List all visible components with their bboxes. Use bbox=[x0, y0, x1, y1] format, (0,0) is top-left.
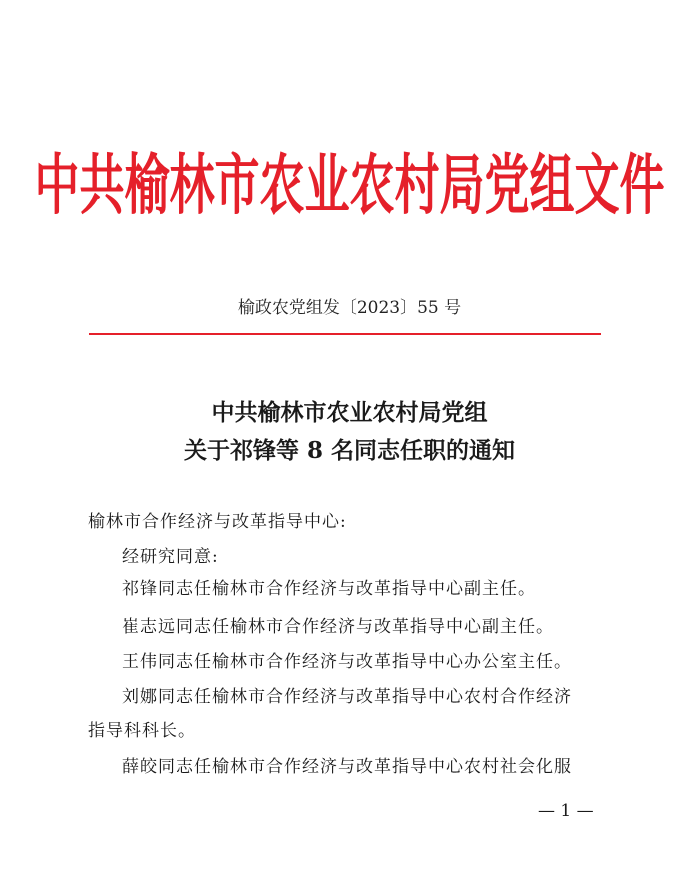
paragraph-appointment-3: 王伟同志任榆林市合作经济与改革指导中心办公室主任。 bbox=[122, 652, 572, 672]
addressee: 榆林市合作经济与改革指导中心: bbox=[88, 512, 347, 532]
paragraph-appointment-4-continued: 指导科科长。 bbox=[88, 721, 196, 741]
red-divider bbox=[89, 333, 601, 335]
masthead-title: 中共榆林市农业农村局党组文件 bbox=[34, 146, 665, 224]
paragraph-appointment-1: 祁锋同志任榆林市合作经济与改革指导中心副主任。 bbox=[122, 579, 536, 599]
paragraph-appointment-4: 刘娜同志任榆林市合作经济与改革指导中心农村合作经济 bbox=[122, 687, 572, 707]
document-number: 榆政农党组发〔2023〕55 号 bbox=[237, 298, 462, 318]
notice-title-line-2: 关于祁锋等 8 名同志任职的通知 bbox=[183, 437, 516, 464]
page-number: — 1 — bbox=[538, 801, 594, 821]
paragraph-appointment-5: 薛皎同志任榆林市合作经济与改革指导中心农村社会化服 bbox=[122, 757, 572, 777]
paragraph-intro: 经研究同意: bbox=[122, 547, 219, 567]
notice-title-line-1: 中共榆林市农业农村局党组 bbox=[211, 399, 488, 426]
paragraph-appointment-2: 崔志远同志任榆林市合作经济与改革指导中心副主任。 bbox=[122, 617, 554, 637]
